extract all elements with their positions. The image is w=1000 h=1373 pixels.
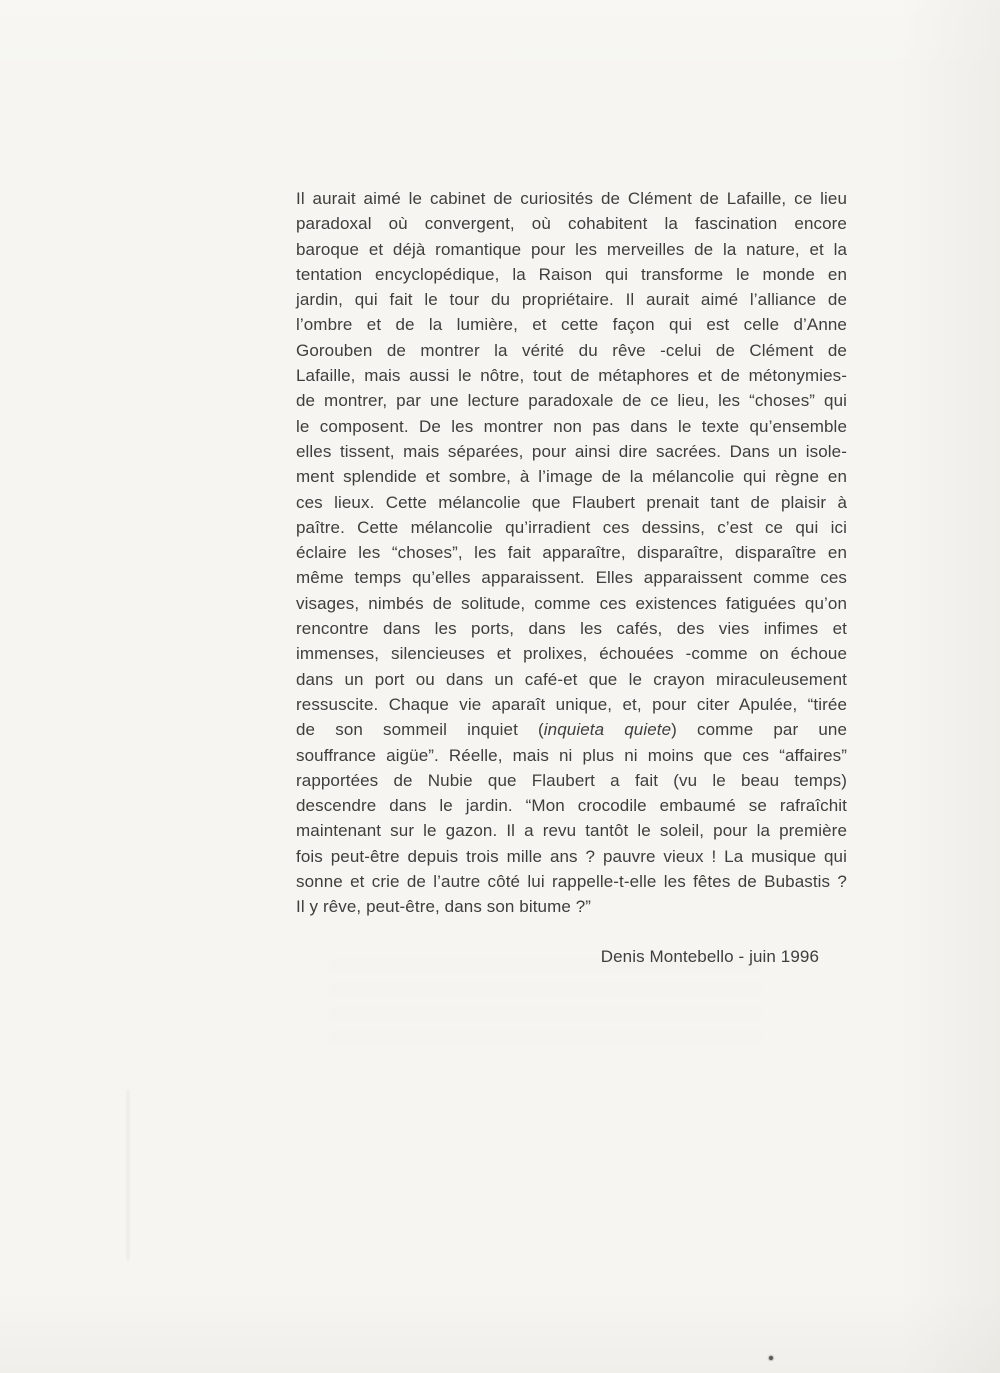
paper-speck [769, 1356, 773, 1360]
text-line: jardin, qui fait le tour du propriétaire. Il aurait aimé l’alliance de [296, 290, 847, 310]
text-line [296, 717, 847, 742]
text-line: descendre dans le jardin. “Mon crocodile embaumé se rafraîchit [296, 796, 847, 816]
text-line: de montrer, par une lecture paradoxale de ce lieu, les “choses” qui [296, 391, 847, 411]
text-line: Lafaille, mais aussi le nôtre, tout de métaphores et de métonymies- [296, 366, 847, 386]
body-text-block [296, 186, 847, 920]
text-line: paradoxal où convergent, où cohabitent la fascination encore [296, 214, 847, 234]
text-line: ressuscite. Chaque vie aparaît unique, et, pour citer Apulée, “tirée [296, 694, 847, 714]
text-line: Gorouben de montrer la vérité du rêve -celui de Clément de [296, 340, 847, 360]
text-line: immenses, silencieuses et prolixes, échouées -comme on échoue [296, 644, 847, 664]
text-line: rencontre dans les ports, dans les cafés, des vies infimes et [296, 619, 847, 639]
text-line: éclaire les “choses”, les fait apparaître, disparaître, disparaître en [296, 543, 847, 563]
paper-crease [127, 1090, 129, 1260]
text-segment: de son sommeil inquiet ( [296, 720, 544, 740]
text-line: tentation encyclopédique, la Raison qui transforme le monde en [296, 264, 847, 284]
text-line: baroque et déjà romantique pour les merveilles de la nature, et la [296, 239, 847, 259]
text-line: paître. Cette mélancolie qu’irradient ces dessins, c’est ce qui ici [296, 517, 847, 537]
text-line: le composent. De les montrer non pas dans le texte qu’ensemble [296, 416, 847, 436]
page-showthrough [330, 960, 760, 1050]
text-line: sonne et crie de l’autre côté lui rappelle-t-elle les fêtes de Bubastis ? [296, 872, 847, 892]
text-line: souffrance aigüe”. Réelle, mais ni plus ni moins que ces “affaires” [296, 745, 847, 765]
text-segment: ) comme par une [671, 720, 847, 740]
text-line: ment splendide et sombre, à l’image de la mélancolie qui règne en [296, 467, 847, 487]
text-line: Il aurait aimé le cabinet de curiosités de Clément de Lafaille, ce lieu [296, 189, 847, 208]
text-line: visages, nimbés de solitude, comme ces existences fatiguées qu’on [296, 593, 847, 613]
text-line: Il y rêve, peut-être, dans son bitume ?” [296, 897, 592, 917]
author-signature: Denis Montebello - juin 1996 [600, 947, 819, 966]
text-line: rapportées de Nubie que Flaubert a fait (vu le beau temps) [296, 770, 847, 790]
text-line: fois peut-être depuis trois mille ans ? pauvre vieux ! La musique qui [296, 846, 847, 866]
latin-quotation-italic: inquieta quiete [543, 720, 672, 740]
text-line: elles tissent, mais séparées, pour ainsi dire sacrées. Dans un isole- [296, 441, 847, 461]
text-line: l’ombre et de la lumière, et cette façon qui est celle d’Anne [296, 315, 847, 335]
text-line: même temps qu’elles apparaissent. Elles apparaissent comme ces [296, 568, 847, 588]
text-line: maintenant sur le gazon. Il a revu tantôt le soleil, pour la première [296, 821, 847, 841]
text-line: dans un port ou dans un café-et que le crayon miraculeusement [296, 669, 847, 689]
text-line: ces lieux. Cette mélancolie que Flaubert prenait tant de plaisir à [296, 492, 847, 512]
